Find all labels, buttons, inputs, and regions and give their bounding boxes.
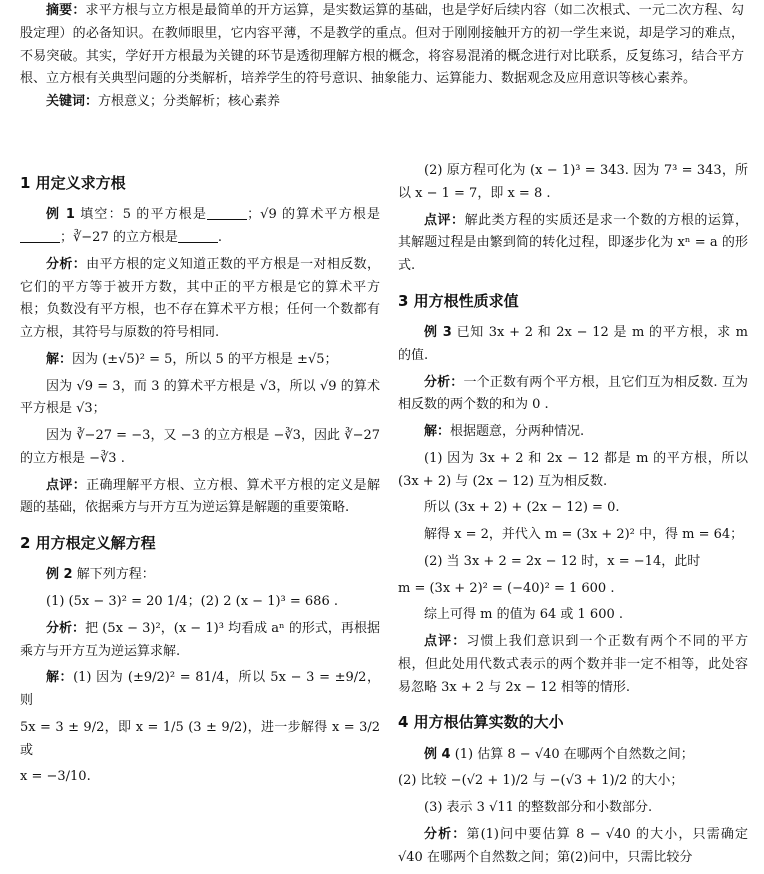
solution-1-line-3: 因为 ∛−27 = −3，又 −3 的立方根是 −∛3，因此 ∛−27 的立方根是 −∛3 .	[20, 428, 380, 466]
analysis-2-label: 分析：	[46, 620, 86, 636]
analysis-4-label: 分析：	[424, 826, 467, 842]
comment-3-label: 点评：	[424, 634, 467, 649]
example-1-text-b: ；√9 的算术平方根是	[247, 207, 381, 223]
analysis-4-text: 第(1)问中要估算 8 − √40 的大小，只需确定 √40 在哪两个自然数之间；第(2)问中，只需比较分	[398, 826, 748, 865]
analysis-3-label: 分析：	[424, 374, 464, 390]
blank-3	[178, 229, 218, 243]
example-1	[20, 204, 380, 250]
example-3-label: 例 3	[424, 325, 452, 340]
example-2-label: 例 2	[46, 567, 73, 583]
solution-1-line-2: 因为 √9 = 3，而 3 的算术平方根是 √3，所以 √9 的算术平方根是 √3；	[20, 378, 380, 417]
comment-2-label: 点评：	[424, 212, 465, 228]
section-2-title: 2 用方根定义解方程	[20, 534, 156, 552]
example-1-text-d: .	[217, 230, 222, 245]
example-4-line-3: (3) 表示 3 √11 的整数部分和小数部分.	[424, 800, 653, 815]
solution-1-label: 解：	[46, 351, 73, 367]
solution-2-line-3: x = −3/10.	[20, 769, 91, 785]
abstract-paragraph	[20, 0, 744, 91]
analysis-1	[20, 254, 380, 345]
solution-3-line-6: 综上可得 m 的值为 64 或 1 600 .	[424, 607, 624, 623]
analysis-2	[20, 618, 380, 664]
keywords-label: 关键词：	[46, 94, 99, 109]
abstract-text: 求平方根与立方根是最简单的开方运算，是实数运算的基础，也是学好后续内容（如二次根式、一元二次方程、勾股定理）的必备知识。在教师眼里，它内容平薄，不是教学的重点。但对于刚刚接触开方的初一学生来说，却是学习的难点，不易突破。其实，学好开方根最为关键的环节是透彻理解方根的概念，将容易混淆的概念进行对比联系，反复练习，结合平方根、立方根有关典型问题的分类解析，培养学生的符号意识、抽象能力、运算能力、数据观念及应用意识等核心素养。	[20, 3, 744, 87]
example-4-label: 例 4	[424, 746, 451, 762]
abstract-block	[20, 0, 744, 114]
example-1-text-a: 填空：5 的平方根是	[80, 207, 208, 223]
solution-3-line-0	[398, 421, 748, 444]
comment-1-text: 正确理解平方根、立方根、算术平方根的定义是解题的基础，依据乘方与开方互为逆运算是解题的重要策略.	[20, 477, 380, 516]
blank-1	[207, 206, 247, 220]
solution-1-l1: 因为 (±√5)² = 5，所以 5 的平方根是 ±√5；	[72, 351, 338, 367]
analysis-2-text: 把 (5x − 3)²，(x − 1)³ 均看成 aⁿ 的形式，再根据乘方与开方互为逆运算求解.	[20, 620, 380, 659]
keywords-text: 方根意义；分类解析；核心素养	[98, 94, 281, 109]
example-4-line-2: (2) 比较 −(√2 + 1)/2 与 −(√3 + 1)/2 的大小；	[398, 773, 684, 789]
comment-2	[398, 210, 748, 278]
comment-3	[398, 631, 748, 699]
example-3	[398, 322, 748, 368]
keywords-paragraph	[20, 91, 744, 114]
solution-3-line-5: m = (3x + 2)² = (−40)² = 1 600 .	[398, 580, 615, 596]
solution-2-label: 解：	[46, 670, 74, 686]
solution-3-label: 解：	[424, 424, 451, 439]
solution-2-line-1	[20, 667, 380, 713]
comment-1-label: 点评：	[46, 477, 87, 493]
example-2-equations: (1) (5x − 3)² = 20 1/4；(2) 2 (x − 1)³ = 686 .	[46, 594, 338, 609]
solution-3-line-1: (1) 因为 3x + 2 和 2x − 12 都是 m 的平方根，所以 (3x + 2) 与 (2x − 12) 互为相反数.	[398, 450, 748, 489]
analysis-4	[398, 824, 748, 870]
solution-3-line-3: 解得 x = 2，并代入 m = (3x + 2)² 中，得 m = 64；	[424, 527, 744, 542]
solution-2-line-4: (2) 原方程可化为 (x − 1)³ = 343. 因为 7³ = 343，所以 x − 1 = 7，即 x = 8 .	[398, 163, 748, 201]
section-3-title: 3 用方根性质求值	[398, 291, 519, 310]
example-4-l1: (1) 估算 8 − √40 在哪两个自然数之间；	[454, 746, 694, 762]
solution-3-line-4: (2) 当 3x + 2 = 2x − 12 时，x = −14，此时	[424, 553, 701, 569]
analysis-1-text: 由平方根的定义知道正数的平方根是一对相反数，它们的平方等于被开方数，其中正的平方根是它的算术平方根；负数没有平方根，也不存在算术平方根；任何一个数都有立方根，其符号与原数的符号相同.	[20, 256, 380, 340]
section-1-title: 1 用定义求方根	[20, 174, 126, 192]
comment-3-text: 习惯上我们意识到一个正数有两个不同的平方根，但此处用代数式表示的两个数并非一定不相等，此处容易忽略 3x + 2 与 2x − 12 相等的情形.	[398, 634, 748, 695]
example-3-text: 已知 3x + 2 和 2x − 12 是 m 的平方根，求 m 的值.	[398, 325, 748, 363]
abstract-label: 摘要：	[46, 3, 86, 18]
comment-2-text: 解此类方程的实质还是求一个数的方根的运算，其解题过程是由繁到简的转化过程，即逐步化为 xⁿ = a 的形式.	[398, 212, 748, 273]
left-column	[20, 160, 380, 793]
solution-3-l0: 根据题意，分两种情况.	[450, 424, 585, 439]
example-2	[20, 564, 380, 587]
analysis-1-label: 分析：	[46, 256, 87, 272]
solution-3-line-2: 所以 (3x + 2) + (2x − 12) = 0.	[424, 500, 620, 516]
solution-2-l1: (1) 因为 (±9/2)² = 81/4，所以 5x − 3 = ±9/2，则	[20, 670, 380, 708]
example-1-text-c: ；∛−27 的立方根是	[60, 230, 178, 245]
right-column	[398, 160, 748, 873]
blank-2	[20, 229, 60, 243]
solution-2-line-2: 5x = 3 ± 9/2，即 x = 1/5 (3 ± 9/2)，进一步解得 x = 3/2 或	[20, 719, 380, 758]
analysis-3-text: 一个正数有两个平方根，且它们互为相反数. 互为相反数的两个数的和为 0 .	[398, 374, 748, 413]
comment-1	[20, 475, 380, 521]
analysis-3	[398, 372, 748, 418]
example-4-line-1	[398, 744, 748, 767]
solution-1-line-1	[20, 349, 380, 372]
example-2-text: 解下列方程：	[76, 567, 155, 583]
example-1-label: 例 1	[46, 207, 75, 223]
section-4-title: 4 用方根估算实数的大小	[398, 713, 564, 732]
